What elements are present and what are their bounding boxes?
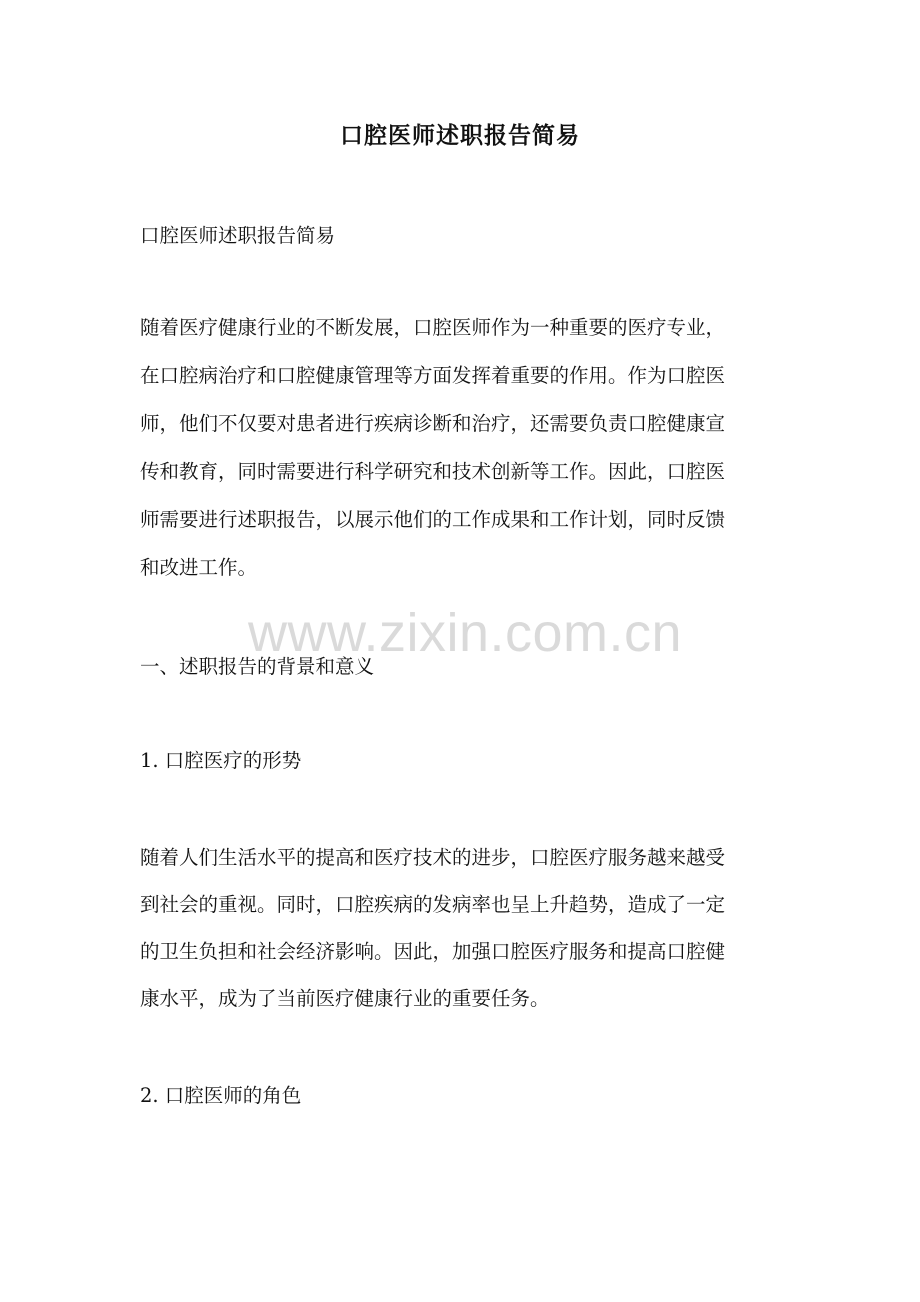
intro-line: 在口腔病治疗和口腔健康管理等方面发挥着重要的作用。作为口腔医 [140, 364, 726, 387]
item1-line: 到社会的重视。同时，口腔疾病的发病率也呈上升趋势，造成了一定 [140, 893, 726, 916]
intro-line: 师，他们不仅要对患者进行疾病诊断和治疗，还需要负责口腔健康宣 [140, 412, 726, 435]
document-subtitle: 口腔医师述职报告简易 [140, 224, 336, 247]
intro-line: 和改进工作。 [140, 556, 258, 579]
watermark: www.zixin.com.cn [247, 603, 683, 663]
item-heading: 2. 口腔医师的角色 [140, 1084, 302, 1107]
item-heading: 1. 口腔医疗的形势 [140, 749, 302, 772]
item1-line: 随着人们生活水平的提高和医疗技术的进步，口腔医疗服务越来越受 [140, 846, 726, 869]
item1-line: 康水平，成为了当前医疗健康行业的重要任务。 [140, 987, 550, 1010]
document-title: 口腔医师述职报告简易 [340, 122, 580, 149]
intro-line: 师需要进行述职报告，以展示他们的工作成果和工作计划，同时反馈 [140, 508, 726, 531]
intro-line: 随着医疗健康行业的不断发展，口腔医师作为一种重要的医疗专业， [140, 316, 726, 339]
item1-line: 的卫生负担和社会经济影响。因此，加强口腔医疗服务和提高口腔健 [140, 940, 726, 963]
section-heading: 一、述职报告的背景和意义 [140, 655, 375, 678]
intro-line: 传和教育，同时需要进行科学研究和技术创新等工作。因此，口腔医 [140, 460, 726, 483]
